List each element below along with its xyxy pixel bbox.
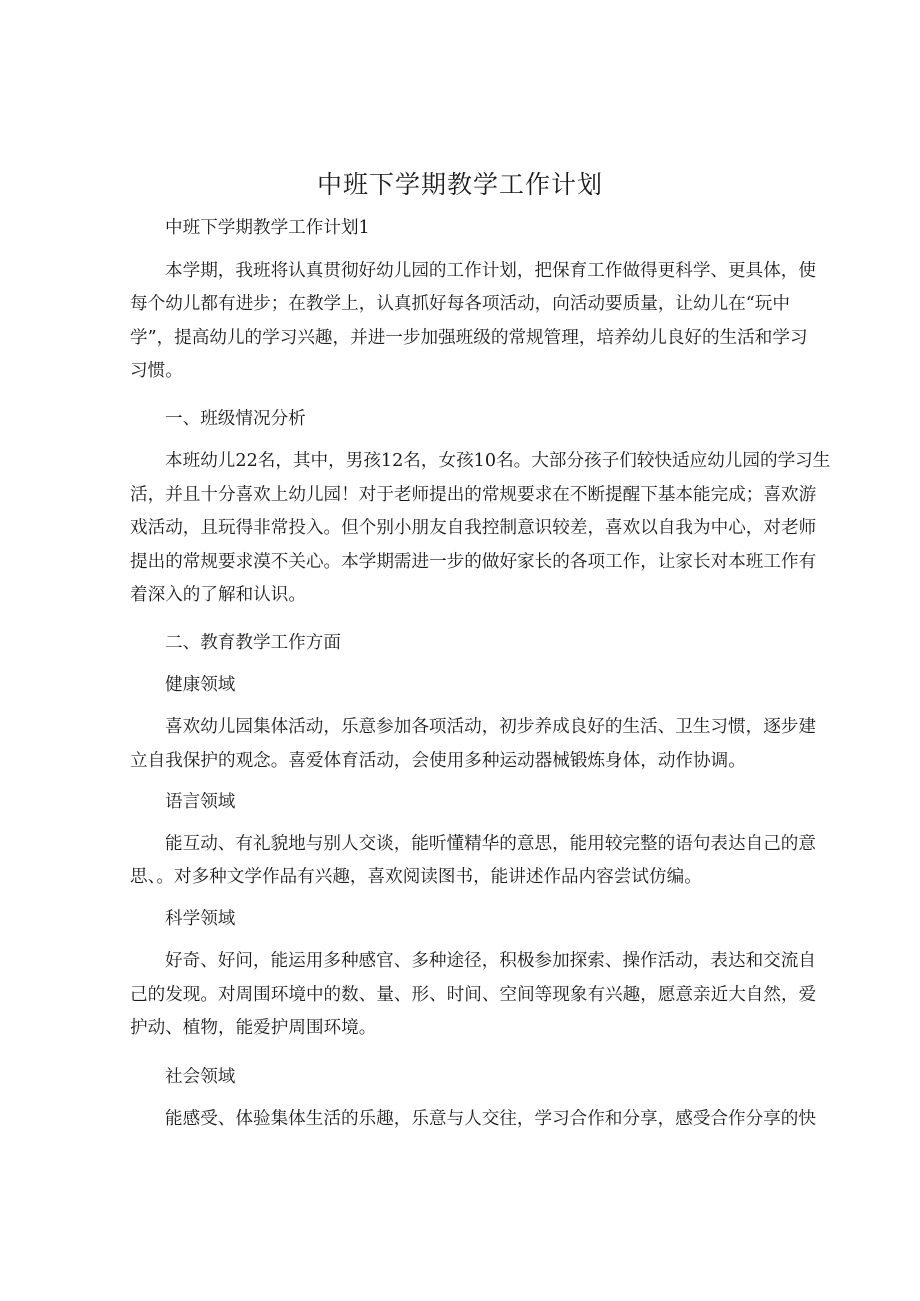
- language-line: 思、。对多种文学作品有兴趣，喜欢阅读图书，能讲述作品内容尝试仿编。: [130, 867, 702, 887]
- intro-line: 本学期，我班将认真贯彻好幼儿园的工作计划，把保育工作做得更科学、更具体，使: [165, 261, 816, 281]
- document-subtitle: 中班下学期教学工作计划1: [165, 218, 370, 238]
- health-line: 立自我保护的观念。喜爱体育活动，会使用多种运动器械锻炼身体，动作协调。: [130, 751, 746, 771]
- section-heading-teaching: 二、教育教学工作方面: [165, 633, 341, 653]
- class-analysis-line: 活，并且十分喜欢上幼儿园！对于老师提出的常规要求在不断提醒下基本能完成；喜欢游: [130, 485, 817, 505]
- science-line: 护动、植物，能爱护周围环境。: [130, 1018, 377, 1038]
- intro-line: 习惯。: [130, 361, 183, 381]
- class-analysis-line: 提出的常规要求漠不关心。本学期需进一步的做好家长的各项工作，让家长对本班工作有: [130, 552, 817, 572]
- subheading-health: 健康领域: [165, 675, 236, 695]
- intro-line: 学”，提高幼儿的学习兴趣，并进一步加强班级的常规管理，培养幼儿良好的生活和学习: [130, 328, 808, 348]
- subheading-social: 社会领域: [165, 1067, 236, 1087]
- social-line: 能感受、体验集体生活的乐趣，乐意与人交往，学习合作和分享，感受合作分享的快: [165, 1109, 816, 1129]
- language-line: 能互动、有礼貌地与别人交谈，能听懂精华的意思，能用较完整的语句表达自己的意: [165, 834, 816, 854]
- document-title: 中班下学期教学工作计划: [316, 170, 603, 199]
- subheading-science: 科学领域: [165, 909, 236, 929]
- science-line: 己的发现。对周围环境中的数、量、形、时间、空间等现象有兴趣，愿意亲近大自然，爱: [130, 985, 817, 1005]
- section-heading-class-analysis: 一、班级情况分析: [165, 409, 306, 429]
- class-analysis-line: 本班幼儿22名，其中，男孩12名，女孩10名。大部分孩子们较快适应幼儿园的学习生: [165, 451, 831, 471]
- subheading-language: 语言领域: [165, 792, 236, 812]
- health-line: 喜欢幼儿园集体活动，乐意参加各项活动，初步养成良好的生活、卫生习惯，逐步建: [165, 717, 816, 737]
- science-line: 好奇、好问，能运用多种感官、多种途径，积极参加探索、操作活动，表达和交流自: [165, 951, 816, 971]
- class-analysis-line: 戏活动，且玩得非常投入。但个别小朋友自我控制意识较差，喜欢以自我为中心，对老师: [130, 518, 817, 538]
- intro-line: 每个幼儿都有进步；在教学上，认真抓好每各项活动，向活动要质量，让幼儿在“玩中: [130, 294, 790, 314]
- class-analysis-line: 着深入的了解和认识。: [130, 585, 306, 605]
